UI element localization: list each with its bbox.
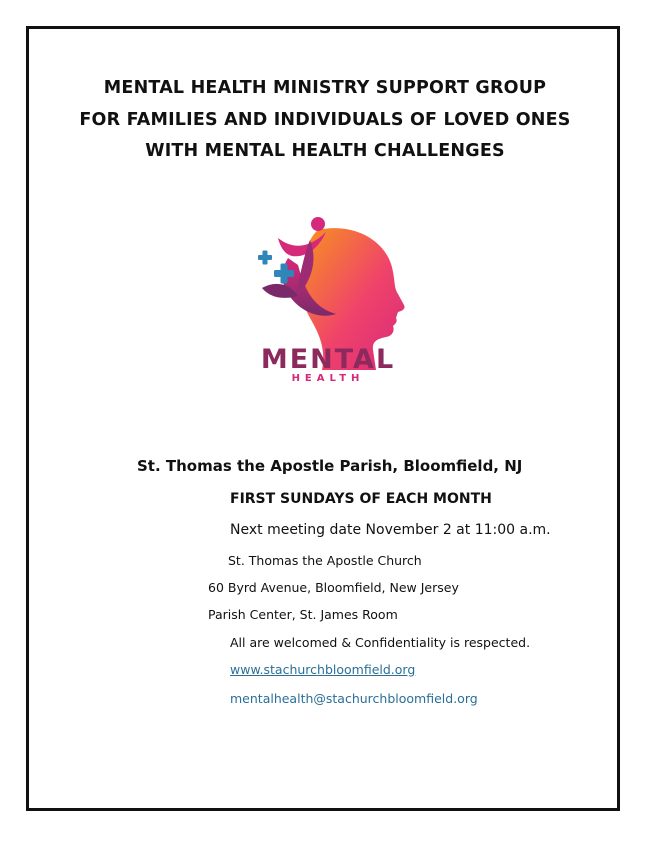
heading-line-2: FOR FAMILIES AND INDIVIDUALS OF LOVED ONES: [79, 110, 571, 130]
heading-line-3: WITH MENTAL HEALTH CHALLENGES: [145, 141, 505, 161]
meeting-room: Parish Center, St. James Room: [208, 607, 398, 622]
welcome-note: All are welcomed & Confidentiality is respected.: [230, 635, 531, 650]
logo-subword: HEALTH: [291, 373, 365, 384]
head-silhouette-icon: [248, 210, 408, 385]
meeting-schedule: FIRST SUNDAYS OF EACH MONTH: [230, 491, 492, 507]
church-address: 60 Byrd Avenue, Bloomfield, New Jersey: [208, 580, 459, 595]
parish-name: St. Thomas the Apostle Parish, Bloomfield, NJ: [137, 457, 523, 475]
church-name: St. Thomas the Apostle Church: [228, 553, 422, 568]
logo-wordmark: MENTAL: [260, 344, 396, 375]
website-link[interactable]: www.stachurchbloomfield.org: [230, 662, 416, 677]
email-link[interactable]: mentalhealth@stachurchbloomfield.org: [230, 691, 478, 706]
next-meeting-date: Next meeting date November 2 at 11:00 a.m.: [230, 522, 551, 538]
mental-health-logo: [248, 210, 408, 385]
heading-line-1: MENTAL HEALTH MINISTRY SUPPORT GROUP: [103, 78, 547, 98]
